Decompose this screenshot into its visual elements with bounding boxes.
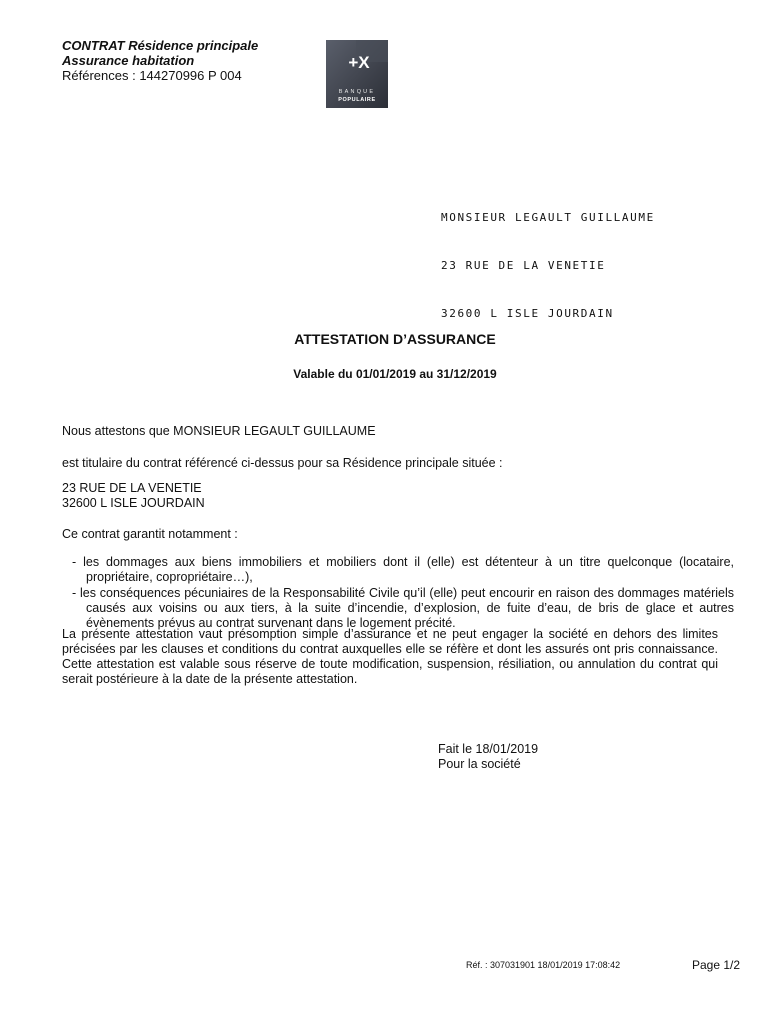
page-number: Page 1/2 bbox=[692, 958, 741, 972]
recipient-name: MONSIEUR LEGAULT GUILLAUME bbox=[441, 211, 655, 224]
logo-text-populaire: POPULAIRE bbox=[338, 97, 376, 103]
signature-block bbox=[438, 742, 538, 772]
contract-residence: Résidence principale bbox=[124, 38, 259, 53]
signature-date: Fait le 18/01/2019 bbox=[438, 742, 539, 756]
references: Références : 144270996 P 004 bbox=[62, 68, 242, 83]
contract-holder-statement: est titulaire du contrat référencé ci-dessus pour sa Résidence principale située : bbox=[62, 456, 503, 470]
logo-symbol: +X bbox=[348, 53, 370, 72]
guarantee-intro: Ce contrat garantit notamment : bbox=[62, 527, 238, 541]
banque-populaire-logo-mark bbox=[326, 40, 388, 108]
banque-populaire-logo bbox=[326, 40, 388, 108]
insurance-type: Assurance habitation bbox=[62, 53, 195, 68]
guarantee-bullet-liability: - les conséquences pécuniaires de la Responsabilité Civile qu’il (elle) peut encourir en raison des dommages matériels causés aux voisins ou aux tiers, à la suite d’incendie, d’explosion, de fuite d’eau, de bris de glace et autres évènements prévus au contrat survenant dans le logement précité. bbox=[72, 586, 734, 630]
validity-period: Valable du 01/01/2019 au 31/12/2019 bbox=[293, 367, 497, 381]
residence-street: 23 RUE DE LA VENETIE bbox=[62, 481, 202, 495]
contract-header bbox=[62, 38, 258, 83]
contract-label: CONTRAT bbox=[62, 38, 125, 53]
signature-company: Pour la société bbox=[438, 757, 521, 771]
recipient-street: 23 RUE DE LA VENETIE bbox=[441, 259, 606, 272]
closing-paragraph: La présente attestation vaut présomption simple d’assurance et ne peut engager la société en dehors des limites précisées par les clauses et conditions du contrat auxquelles elle se réfère et dont les assurés ont pris connaissance. Cette attestation est valable sous réserve de toute modification, suspension, résiliation, ou annulation du contrat qui serait postérieure à la date de la présente attestation. bbox=[62, 627, 718, 686]
attestation-statement: Nous attestons que MONSIEUR LEGAULT GUILLAUME bbox=[62, 424, 376, 438]
recipient-city: 32600 L ISLE JOURDAIN bbox=[441, 307, 614, 320]
residence-address bbox=[62, 481, 718, 511]
recipient-address bbox=[441, 178, 655, 338]
guarantee-bullet-property: - les dommages aux biens immobiliers et mobiliers dont il (elle) est détenteur à un titre quelconque (locataire, propriétaire, copropriétaire…), bbox=[72, 555, 734, 584]
footer-reference: Réf. : 307031901 18/01/2019 17:08:42 bbox=[466, 960, 621, 970]
contract-type-line bbox=[62, 38, 258, 53]
document-title: ATTESTATION D’ASSURANCE bbox=[294, 331, 496, 347]
logo-text-banque: BANQUE bbox=[338, 89, 376, 95]
residence-city: 32600 L ISLE JOURDAIN bbox=[62, 496, 205, 510]
